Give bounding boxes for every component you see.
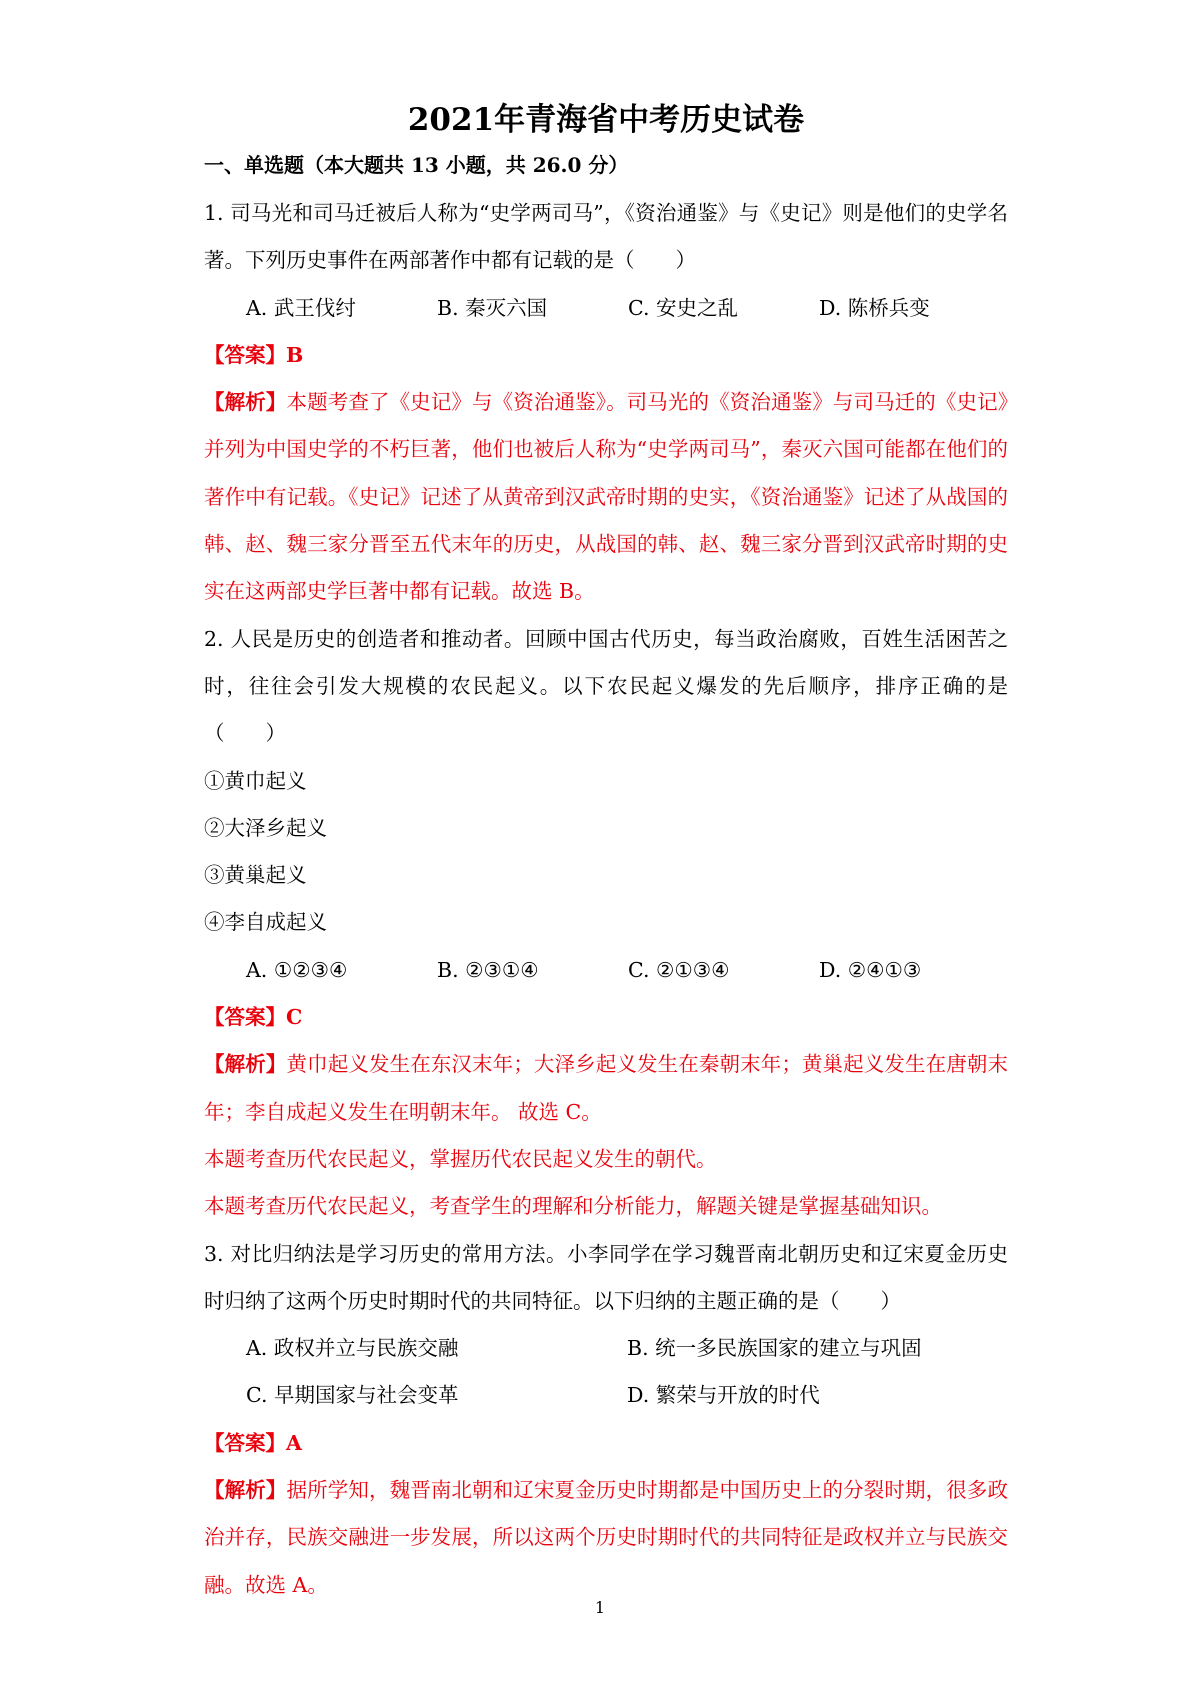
option-d: D. 繁荣与开放的时代 bbox=[627, 1383, 820, 1408]
page-title: 2021年青海省中考历史试卷 bbox=[407, 102, 805, 138]
page-number: 1 bbox=[594, 1598, 606, 1617]
answer-tag: 【答案】 bbox=[204, 1430, 286, 1455]
option-c: C. 早期国家与社会变革 bbox=[246, 1383, 459, 1408]
answer-line bbox=[204, 332, 1008, 379]
analysis-tag: 【解析】 bbox=[204, 1478, 287, 1503]
answer-tag: 【答案】 bbox=[204, 342, 286, 367]
question-1 bbox=[204, 190, 1008, 616]
analysis-paragraph bbox=[204, 379, 1008, 615]
analysis-note: 本题考查历代农民起义，考查学生的理解和分析能力，解题关键是掌握基础知识。 bbox=[204, 1194, 942, 1219]
option-a: A. ①②③④ bbox=[246, 957, 348, 982]
analysis-tag: 【解析】 bbox=[204, 1052, 287, 1077]
section-heading: 一、单选题（本大题共 13 小题，共 26.0 分） bbox=[204, 153, 629, 177]
question-item: ②大泽乡起义 bbox=[204, 815, 327, 840]
option-c: C. ②①③④ bbox=[628, 957, 730, 982]
question-stem: 2. 人民是历史的创造者和推动者。回顾中国古代历史，每当政治腐败，百姓生活困苦之时，往往会引发大规模的农民起义。以下农民起义爆发的先后顺序，排序正确的是（ ） bbox=[204, 626, 1008, 746]
question-item: ③黄巢起义 bbox=[204, 863, 307, 888]
option-list bbox=[204, 1325, 1008, 1420]
option-a: A. 政权并立与民族交融 bbox=[246, 1336, 459, 1361]
answer-line bbox=[204, 994, 1008, 1041]
option-a: A. 武王伐纣 bbox=[246, 295, 356, 320]
question-3 bbox=[204, 1231, 1008, 1609]
answer-value: B bbox=[286, 342, 304, 367]
question-stem: 1. 司马光和司马迁被后人称为“史学两司马”，《资治通鉴》与《史记》则是他们的史学名著。下列历史事件在两部著作中都有记载的是（ ） bbox=[204, 201, 1008, 273]
option-b: B. 统一多民族国家的建立与巩固 bbox=[627, 1336, 922, 1361]
analysis-tag: 【解析】 bbox=[204, 390, 287, 415]
option-c: C. 安史之乱 bbox=[628, 295, 738, 320]
option-d: D. ②④①③ bbox=[819, 957, 922, 982]
analysis-note: 本题考查历代农民起义，掌握历代农民起义发生的朝代。 bbox=[204, 1146, 717, 1171]
answer-tag: 【答案】 bbox=[204, 1005, 286, 1030]
analysis-paragraph bbox=[204, 1041, 1008, 1136]
option-b: B. ②③①④ bbox=[437, 957, 539, 982]
analysis-text: 本题考查了《史记》与《资治通鉴》。司马光的《资治通鉴》与司马迁的《史记》并列为中国史学的不朽巨著，他们也被后人称为“史学两司马”，秦灭六国可能都在他们的著作中有记载。《史记》记述了从黄帝到汉武帝时期的史实，《资治通鉴》记述了从战国的韩、赵、魏三家分晋至五代末年的历史，从战国的韩、赵、魏三家分晋到汉武帝时期的史实在这两部史学巨著中都有记载。故选 B。 bbox=[204, 390, 1009, 604]
question-stem: 3. 对比归纳法是学习历史的常用方法。小李同学在学习魏晋南北朝历史和辽宋夏金历史时归纳了这两个历史时期时代的共同特征。以下归纳的主题正确的是（ ） bbox=[204, 1241, 1008, 1313]
option-b: B. 秦灭六国 bbox=[437, 295, 548, 320]
option-list bbox=[204, 947, 1008, 994]
answer-line bbox=[204, 1420, 1008, 1467]
question-item: ④李自成起义 bbox=[204, 910, 327, 935]
page-content bbox=[204, 98, 1008, 1609]
question-2 bbox=[204, 616, 1008, 1231]
answer-value: C bbox=[286, 1005, 303, 1030]
option-d: D. 陈桥兵变 bbox=[819, 295, 930, 320]
option-list bbox=[204, 285, 1008, 332]
answer-value: A bbox=[286, 1430, 302, 1455]
question-item: ①黄巾起义 bbox=[204, 768, 307, 793]
analysis-paragraph bbox=[204, 1467, 1008, 1609]
analysis-text: 黄巾起义发生在东汉末年；大泽乡起义发生在秦朝末年；黄巢起义发生在唐朝末年；李自成起义发生在明朝末年。 故选 C。 bbox=[204, 1052, 1009, 1124]
analysis-text: 据所学知，魏晋南北朝和辽宋夏金历史时期都是中国历史上的分裂时期，很多政治并存，民族交融进一步发展，所以这两个历史时期时代的共同特征是政权并立与民族交融。故选 A。 bbox=[204, 1478, 1009, 1597]
